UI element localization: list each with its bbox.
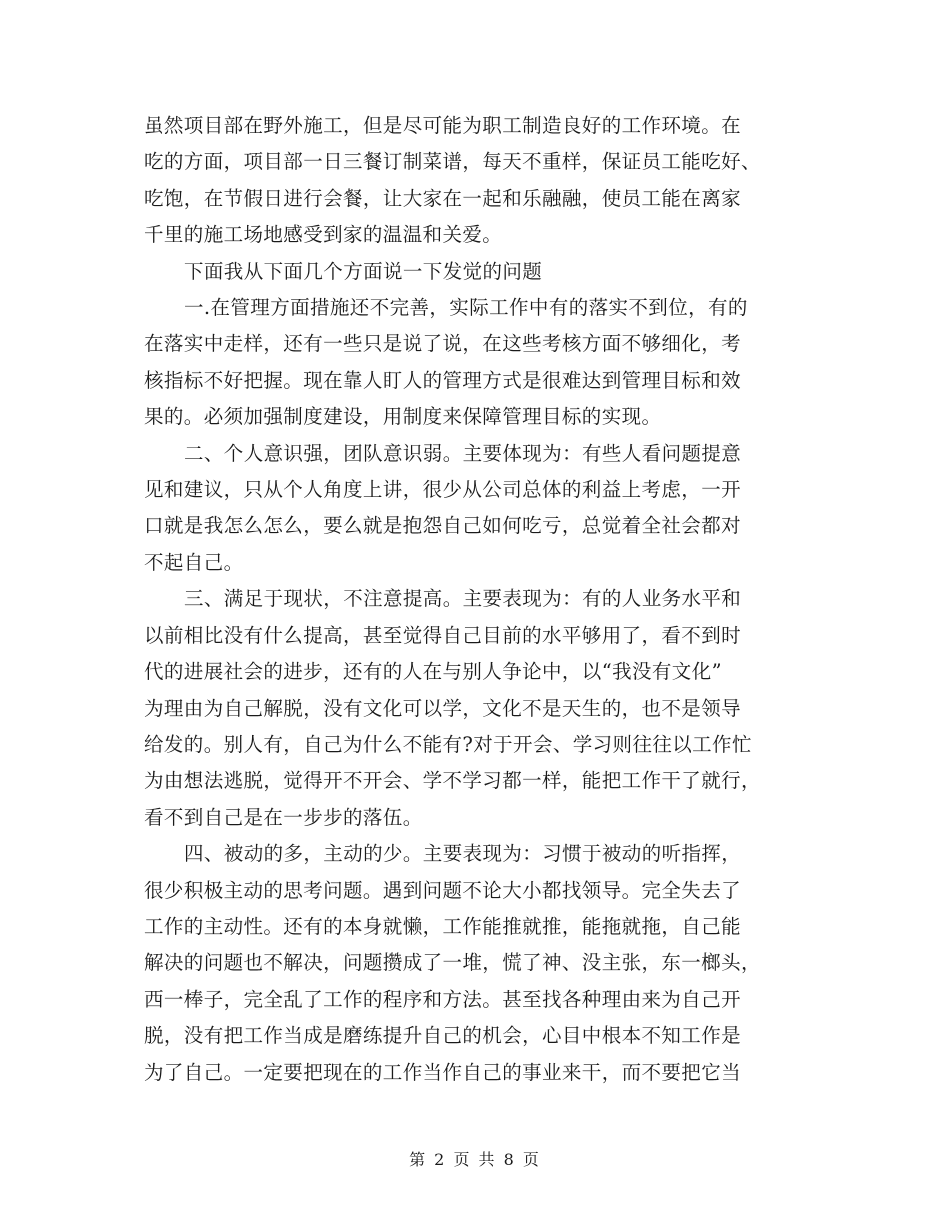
text-line: 工作的主动性。还有的本身就懒，工作能推就推，能拖就拖，自己能 xyxy=(144,914,742,938)
text-line: 在落实中走样，还有一些只是说了说，在这些考核方面不够细化，考 xyxy=(144,332,742,356)
text-line: 看不到自己是在一步步的落伍。 xyxy=(144,805,423,829)
text-line: 脱，没有把工作当成是磨练提升自己的机会，心目中根本不知工作是 xyxy=(144,1024,742,1048)
text-line: 见和建议，只从个人角度上讲，很少从公司总体的利益上考虑，一开 xyxy=(144,478,742,502)
text-line: 西一棒子，完全乱了工作的程序和方法。甚至找各种理由来为自己开 xyxy=(144,987,742,1011)
text-line: 三、满足于现状，不注意提高。主要表现为：有的人业务水平和 xyxy=(184,587,742,611)
paragraph-1 xyxy=(144,108,806,254)
text-line: 果的。必须加强制度建设，用制度来保障管理目标的实现。 xyxy=(144,405,662,429)
text-line: 吃饱，在节假日进行会餐，让大家在一起和乐融融，使员工能在离家 xyxy=(144,186,742,210)
document-body xyxy=(144,108,806,1091)
text-line: 虽然项目部在野外施工，但是尽可能为职工制造良好的工作环境。在 xyxy=(144,114,742,137)
text-line: 下面我从下面几个方面说一下发觉的问题 xyxy=(184,259,543,283)
text-line: 很少积极主动的思考问题。遇到问题不论大小都找领导。完全失去了 xyxy=(144,878,742,902)
paragraph-2 xyxy=(144,254,806,290)
text-line: 四、被动的多，主动的少。主要表现为：习惯于被动的听指挥， xyxy=(184,842,742,866)
text-line: 为了自己。一定要把现在的工作当作自己的事业来干，而不要把它当 xyxy=(144,1060,742,1084)
text-line: 代的进展社会的进步，还有的人在与别人争论中，以“我没有文化” xyxy=(144,660,722,684)
text-line: 千里的施工场地感受到家的温温和关爱。 xyxy=(144,223,503,247)
text-line: 核指标不好把握。现在靠人盯人的管理方式是很难达到管理目标和效 xyxy=(144,368,742,392)
paragraph-3 xyxy=(144,290,806,436)
text-line: 一.在管理方面措施还不完善，实际工作中有的落实不到位，有的 xyxy=(184,296,748,320)
page-number: 第 2 页 共 8 页 xyxy=(409,1150,541,1169)
text-line: 以前相比没有什么提高，甚至觉得自己目前的水平够用了，看不到时 xyxy=(144,623,742,647)
text-line: 给发的。别人有，自己为什么不能有?对于开会、学习则往往以工作忙 xyxy=(144,732,752,756)
text-line: 为理由为自己解脱，没有文化可以学，文化不是天生的，也不是领导 xyxy=(144,696,742,720)
text-line: 口就是我怎么怎么，要么就是抱怨自己如何吃亏，总觉着全社会都对 xyxy=(144,514,742,538)
text-line: 不起自己。 xyxy=(144,550,244,574)
text-line: 二、个人意识强，团队意识弱。主要体现为：有些人看问题提意 xyxy=(184,441,742,465)
paragraph-5 xyxy=(144,581,806,836)
paragraph-6 xyxy=(144,836,806,1091)
text-line: 吃的方面，项目部一日三餐订制菜谱，每天不重样，保证员工能吃好、 xyxy=(144,150,761,174)
paragraph-4 xyxy=(144,436,806,582)
text-line: 解决的问题也不解决，问题攒成了一堆，慌了神、没主张，东一榔头， xyxy=(144,951,761,975)
text-line: 为由想法逃脱，觉得开不开会、学不学习都一样，能把工作干了就行， xyxy=(144,769,761,793)
